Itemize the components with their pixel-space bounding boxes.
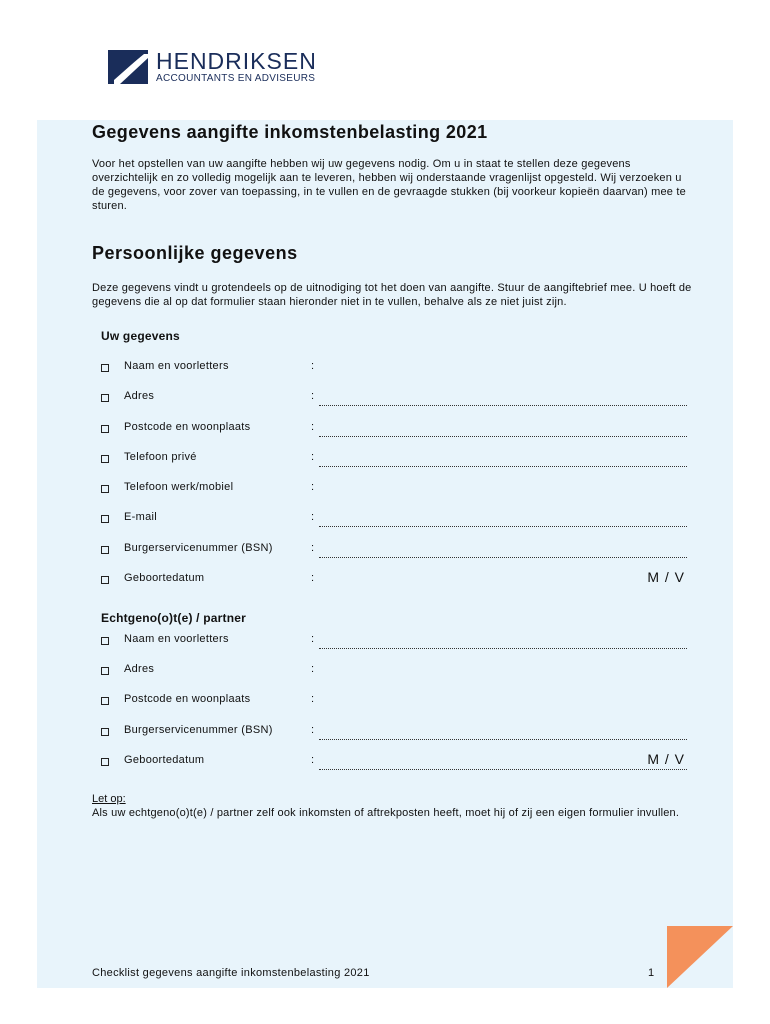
input-line[interactable] bbox=[319, 648, 687, 649]
intro-text: Voor het opstellen van uw aangifte hebben wij uw gegevens nodig. Om u in staat te stellen deze gegevens overzichtelijk en zo volledig mogelijk aan te leveren, hebben wij onderstaande vragenlijst opgesteld. Wij verzoeken u de gegevens, voor zover van toepassing, in te vullen en de gevraagde stukken (bij voorkeur kopieën daarvan) mee te sturen. bbox=[92, 158, 686, 212]
form-row bbox=[101, 390, 687, 410]
field-label: Naam en voorletters bbox=[124, 633, 229, 645]
field-label: E-mail bbox=[124, 511, 157, 523]
field-colon: : bbox=[311, 481, 315, 493]
field-colon: : bbox=[311, 724, 315, 736]
field-colon: : bbox=[311, 542, 315, 554]
checkbox-icon[interactable] bbox=[101, 637, 109, 645]
field-colon: : bbox=[311, 421, 315, 433]
note-title: Let op: bbox=[92, 793, 126, 805]
input-line[interactable] bbox=[319, 405, 687, 406]
form-row bbox=[101, 360, 687, 380]
form-row bbox=[101, 481, 687, 501]
gender-choice[interactable]: M / V bbox=[647, 569, 685, 585]
logo-subtitle: ACCOUNTANTS EN ADVISEURS bbox=[156, 73, 316, 84]
section-intro: Deze gegevens vindt u grotendeels op de uitnodiging tot het doen van aangifte. Stuur de aangiftebrief mee. U hoeft de gegevens die al op dat formulier staan hieronder niet in te vullen, behalve als ze niet juist zijn. bbox=[92, 282, 692, 308]
checkbox-icon[interactable] bbox=[101, 546, 109, 554]
field-label: Geboortedatum bbox=[124, 572, 205, 584]
form-row bbox=[101, 421, 687, 441]
checkbox-icon[interactable] bbox=[101, 758, 109, 766]
checkbox-icon[interactable] bbox=[101, 728, 109, 736]
field-label: Naam en voorletters bbox=[124, 360, 229, 372]
form-row bbox=[101, 751, 687, 774]
field-label: Adres bbox=[124, 663, 155, 675]
form-row bbox=[101, 693, 687, 713]
field-colon: : bbox=[311, 754, 315, 766]
field-label: Telefoon werk/mobiel bbox=[124, 481, 234, 493]
gender-choice[interactable]: M / V bbox=[647, 751, 685, 767]
section-heading: Persoonlijke gegevens bbox=[92, 243, 298, 263]
field-colon: : bbox=[311, 663, 315, 675]
input-line[interactable] bbox=[319, 557, 687, 558]
input-line[interactable] bbox=[319, 769, 687, 770]
input-line[interactable] bbox=[319, 526, 687, 527]
field-label: Burgerservicenummer (BSN) bbox=[124, 542, 273, 554]
checkbox-icon[interactable] bbox=[101, 364, 109, 372]
field-colon: : bbox=[311, 572, 315, 584]
field-label: Telefoon privé bbox=[124, 451, 197, 463]
footer-text: Checklist gegevens aangifte inkomstenbelasting 2021 bbox=[92, 967, 370, 979]
field-label: Postcode en woonplaats bbox=[124, 693, 251, 705]
partner-heading: Echtgeno(o)t(e) / partner bbox=[101, 611, 246, 625]
checkbox-icon[interactable] bbox=[101, 667, 109, 675]
checkbox-icon[interactable] bbox=[101, 394, 109, 402]
field-colon: : bbox=[311, 451, 315, 463]
checkbox-icon[interactable] bbox=[101, 425, 109, 433]
form-row bbox=[101, 633, 687, 653]
form-row bbox=[101, 451, 687, 471]
checkbox-icon[interactable] bbox=[101, 455, 109, 463]
form-row bbox=[101, 724, 687, 744]
field-colon: : bbox=[311, 360, 315, 372]
input-line[interactable] bbox=[319, 466, 687, 467]
form-row bbox=[101, 569, 687, 592]
logo-name: HENDRIKSEN bbox=[156, 48, 317, 74]
checkbox-icon[interactable] bbox=[101, 576, 109, 584]
input-line[interactable] bbox=[319, 436, 687, 437]
field-colon: : bbox=[311, 511, 315, 523]
logo-mark-icon bbox=[108, 50, 148, 84]
page-title: Gegevens aangifte inkomstenbelasting 2021 bbox=[92, 122, 488, 142]
input-line[interactable] bbox=[319, 739, 687, 740]
form-row bbox=[101, 542, 687, 562]
page-number: 1 bbox=[648, 967, 655, 979]
checkbox-icon[interactable] bbox=[101, 485, 109, 493]
field-label: Burgerservicenummer (BSN) bbox=[124, 724, 273, 736]
checkbox-icon[interactable] bbox=[101, 515, 109, 523]
field-colon: : bbox=[311, 390, 315, 402]
field-label: Postcode en woonplaats bbox=[124, 421, 251, 433]
note-text: Als uw echtgeno(o)t(e) / partner zelf ook inkomsten of aftrekposten heeft, moet hij of zij een eigen formulier invullen. bbox=[92, 807, 680, 819]
field-colon: : bbox=[311, 693, 315, 705]
field-label: Geboortedatum bbox=[124, 754, 205, 766]
checkbox-icon[interactable] bbox=[101, 697, 109, 705]
company-logo bbox=[108, 50, 317, 86]
form-row bbox=[101, 511, 687, 531]
field-colon: : bbox=[311, 633, 315, 645]
form-row bbox=[101, 663, 687, 683]
own-data-heading: Uw gegevens bbox=[101, 329, 180, 343]
field-label: Adres bbox=[124, 390, 155, 402]
page-corner-icon bbox=[667, 926, 733, 988]
